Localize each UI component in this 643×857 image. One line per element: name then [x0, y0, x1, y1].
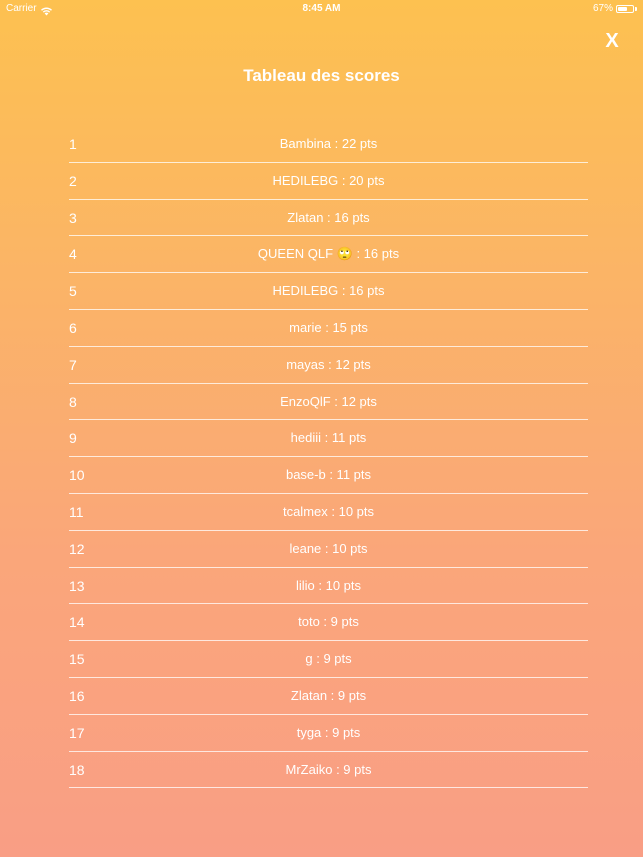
score-rank: 4	[69, 246, 77, 263]
score-rank: 18	[69, 761, 85, 778]
score-rank: 3	[69, 209, 77, 226]
score-entry: HEDILEBG : 20 pts	[272, 172, 385, 188]
score-entry: tyga : 9 pts	[296, 724, 361, 740]
score-row	[69, 604, 588, 641]
score-rank: 14	[69, 614, 85, 631]
score-row	[69, 310, 588, 347]
score-entry: lilio : 10 pts	[295, 577, 362, 593]
score-row	[69, 457, 588, 494]
score-rank: 17	[69, 724, 85, 741]
score-entry: Zlatan : 16 pts	[287, 209, 370, 225]
score-rank: 5	[69, 283, 77, 300]
score-entry: EnzoQlF : 12 pts	[280, 393, 377, 409]
battery-tip	[635, 7, 637, 11]
battery-percent: 67%	[592, 3, 613, 14]
score-row	[69, 678, 588, 715]
battery-icon	[616, 5, 634, 13]
score-row	[69, 347, 588, 384]
score-entry: QUEEN QLF 🙄 : 16 pts	[257, 246, 400, 262]
score-rank: 11	[69, 503, 84, 520]
battery-fill	[618, 7, 627, 11]
score-row	[69, 420, 588, 457]
score-rank: 12	[69, 540, 85, 557]
score-list	[69, 126, 588, 788]
score-row	[69, 494, 588, 531]
status-bar	[0, 0, 643, 18]
score-rank: 7	[69, 356, 77, 373]
score-row	[69, 200, 588, 237]
score-entry: Zlatan : 9 pts	[290, 687, 367, 703]
page-title: Tableau des scores	[243, 66, 400, 85]
score-rank: 13	[69, 577, 85, 594]
carrier-label: Carrier	[6, 3, 37, 14]
score-entry: tcalmex : 10 pts	[282, 503, 375, 519]
score-row	[69, 715, 588, 752]
score-rank: 9	[69, 430, 77, 447]
score-row	[69, 568, 588, 605]
status-right	[593, 0, 637, 18]
score-row	[69, 236, 588, 273]
score-row	[69, 531, 588, 568]
score-row	[69, 384, 588, 421]
score-entry: base-b : 11 pts	[285, 467, 372, 483]
status-time: 8:45 AM	[302, 3, 341, 14]
score-rank: 6	[69, 319, 77, 336]
score-rank: 10	[69, 467, 85, 484]
score-rank: 1	[69, 136, 77, 152]
close-button[interactable]: X	[605, 30, 619, 52]
score-row	[69, 163, 588, 200]
score-rank: 8	[69, 393, 77, 410]
score-entry: HEDILEBG : 16 pts	[272, 283, 385, 299]
score-rank: 15	[69, 651, 85, 668]
score-row	[69, 273, 588, 310]
score-entry: hediii : 11 pts	[290, 430, 367, 446]
score-entry: Bambina : 22 pts	[279, 136, 378, 151]
score-row	[69, 126, 588, 163]
score-entry: MrZaiko : 9 pts	[285, 761, 372, 777]
score-row	[69, 752, 588, 789]
score-entry: marie : 15 pts	[289, 319, 368, 335]
score-rank: 16	[69, 687, 85, 704]
score-entry: mayas : 12 pts	[286, 356, 371, 372]
score-rank: 2	[69, 172, 77, 189]
score-row	[69, 641, 588, 678]
score-entry: g : 9 pts	[305, 651, 352, 667]
score-entry: toto : 9 pts	[298, 614, 359, 630]
score-entry: leane : 10 pts	[289, 540, 368, 556]
